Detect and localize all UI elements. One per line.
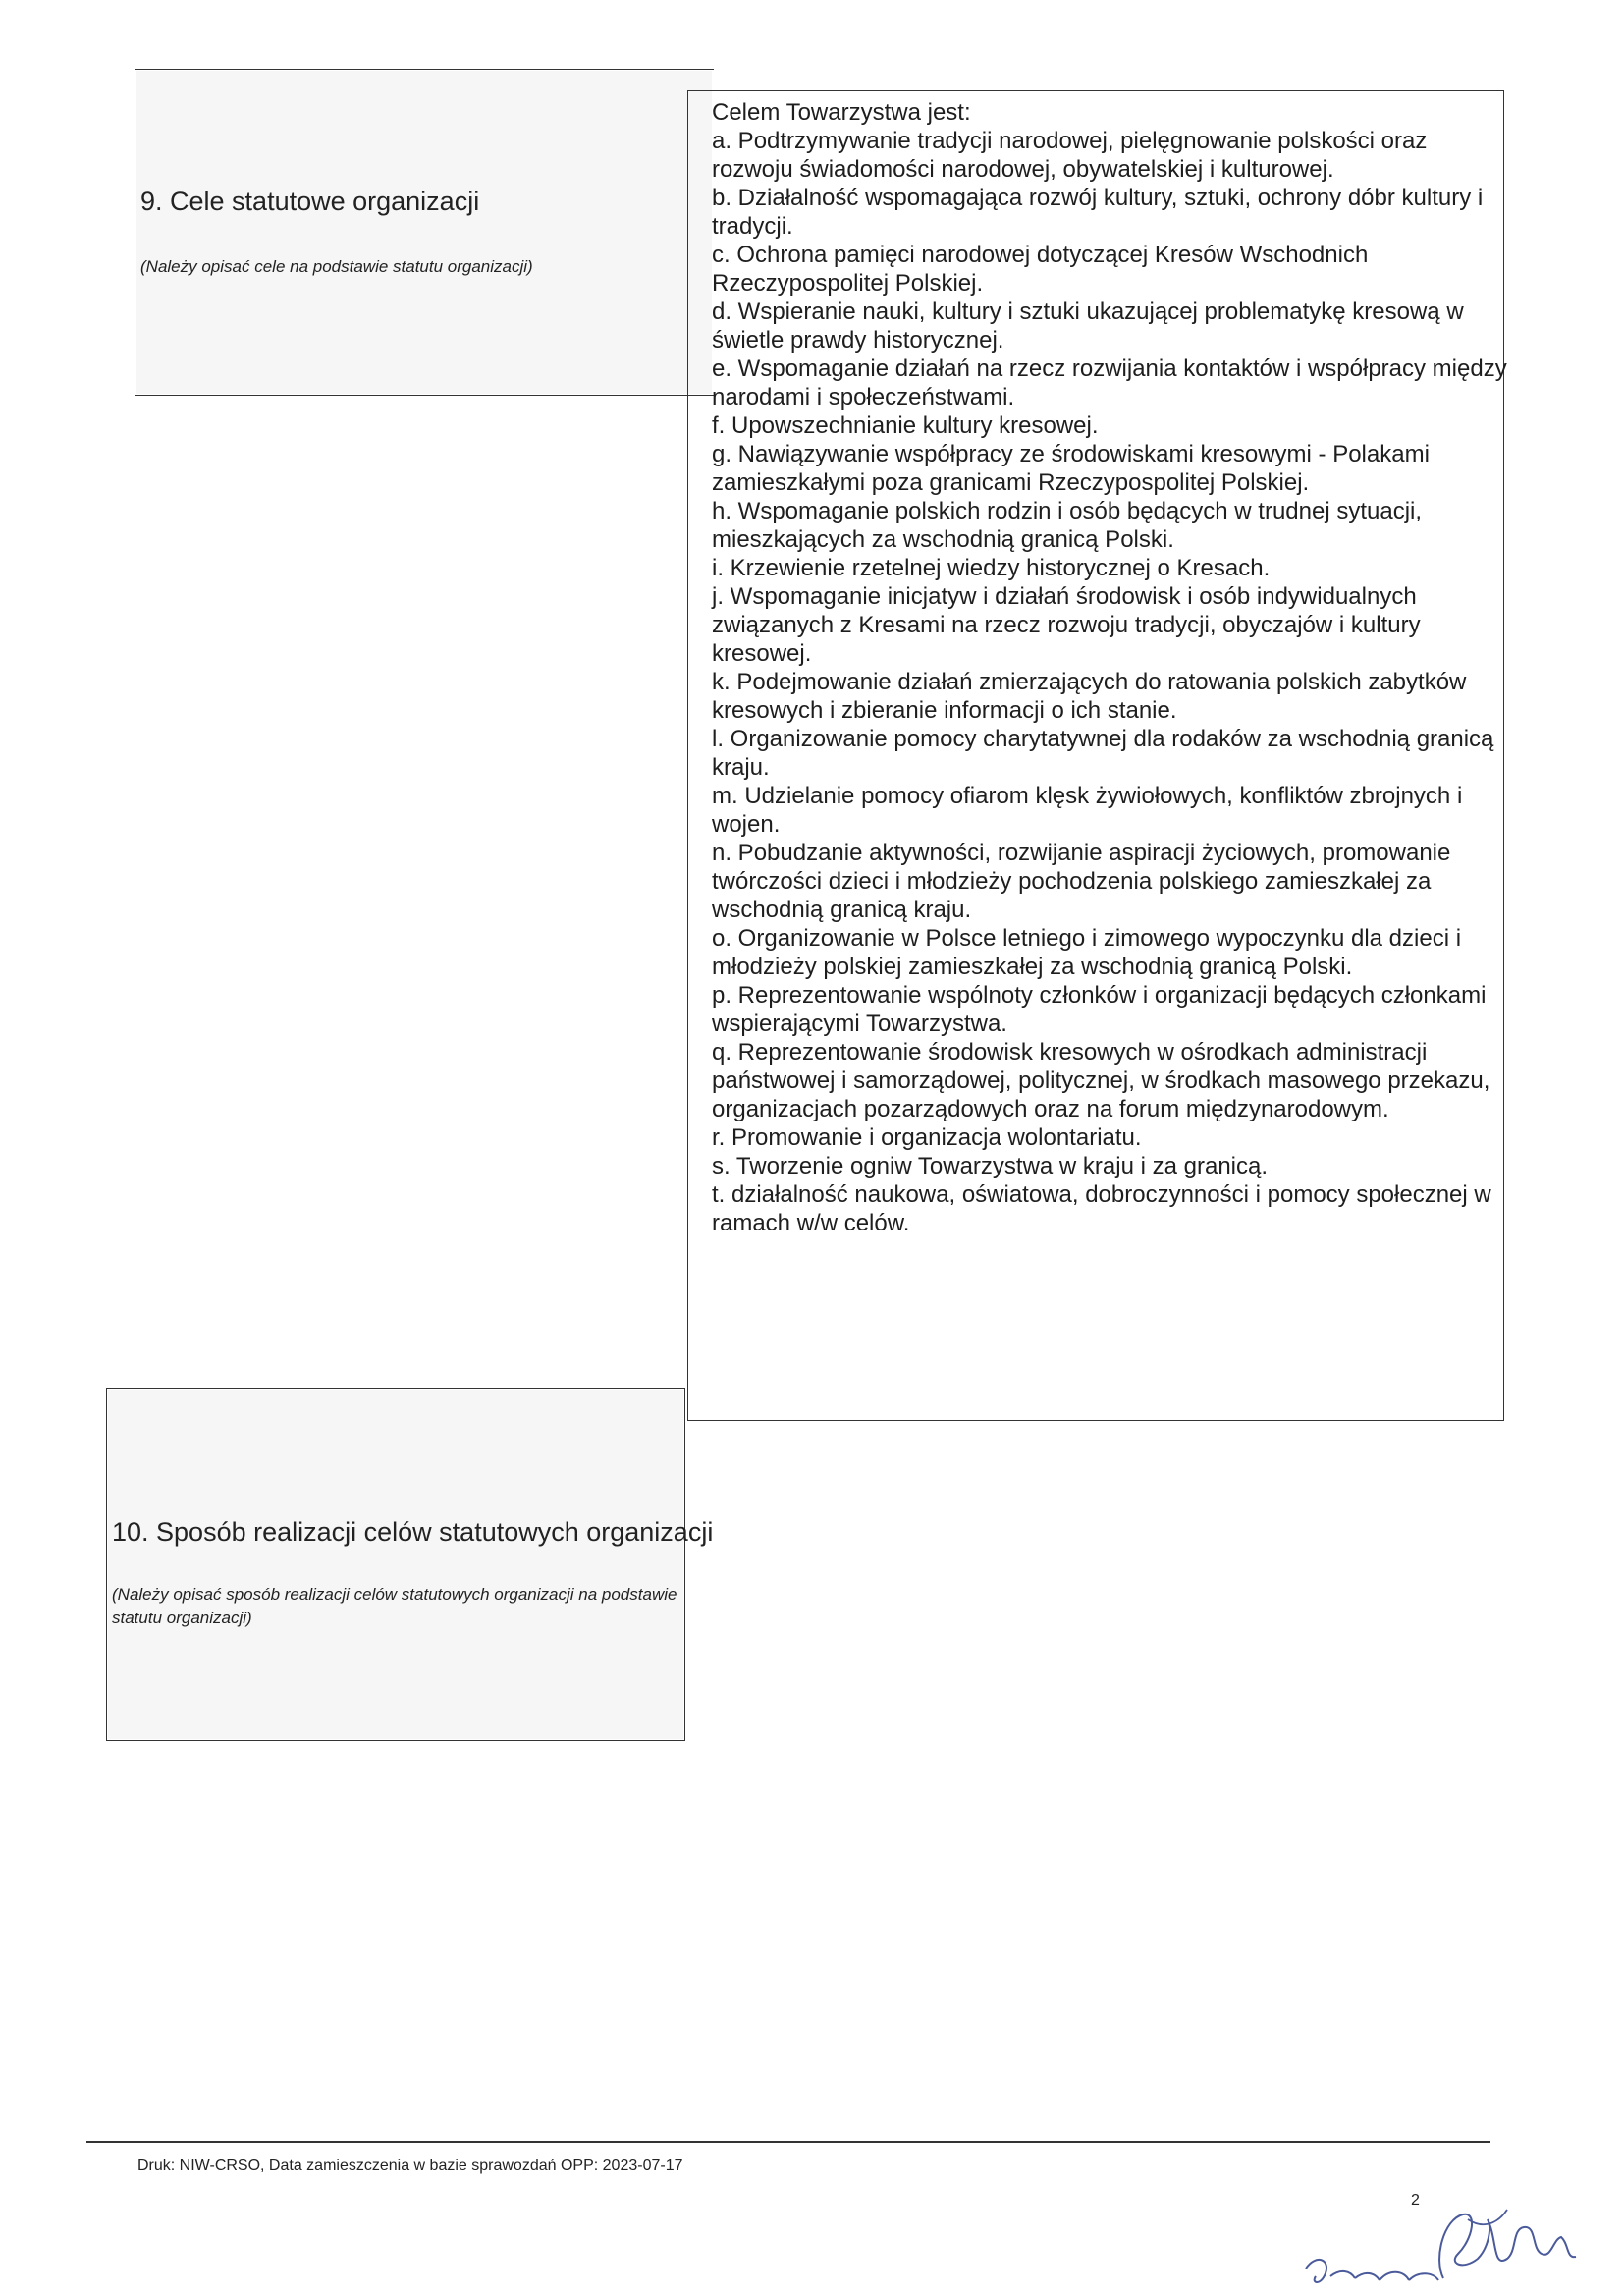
page-number: 2 bbox=[1411, 2192, 1420, 2209]
goals-intro: Celem Towarzystwa jest: bbox=[712, 99, 971, 126]
section-9-note: (Należy opisać cele na podstawie statutu organizacji) bbox=[140, 257, 533, 276]
goal-item: l. Organizowanie pomocy charytatywnej dla rodaków za wschodnią granicą kraju. bbox=[712, 726, 1494, 781]
footer-rule bbox=[86, 2141, 1490, 2143]
bleed-through-shade bbox=[108, 1390, 683, 1739]
goal-item: o. Organizowanie w Polsce letniego i zimowego wypoczynku dla dzieci i młodzieży polskiej zamieszkałej za wschodnią granicą Polski. bbox=[712, 925, 1462, 980]
section-10-title: 10. Sposób realizacji celów statutowych organizacji bbox=[112, 1517, 714, 1547]
goal-item: d. Wspieranie nauki, kultury i sztuki ukazującej problematykę kresową w świetle prawdy historycznej. bbox=[712, 299, 1464, 354]
goal-item: m. Udzielanie pomocy ofiarom klęsk żywiołowych, konfliktów zbrojnych i wojen. bbox=[712, 783, 1463, 838]
goal-item: j. Wspomaganie inicjatyw i działań środowisk i osób indywidualnych związanych z Kresami na rzecz rozwoju tradycji, obyczajów i kultury kresowej. bbox=[712, 583, 1421, 667]
goal-item: q. Reprezentowanie środowisk kresowych w ośrodkach administracji państwowej i samorządowej, politycznej, w środkach masowego przekazu, organizacjach pozarządowych oraz na forum międzynarodowym. bbox=[712, 1039, 1490, 1122]
goal-item: r. Promowanie i organizacja wolontariatu. bbox=[712, 1124, 1142, 1151]
bleed-through-shade bbox=[136, 71, 712, 394]
goal-item: c. Ochrona pamięci narodowej dotyczącej Kresów Wschodnich Rzeczypospolitej Polskiej. bbox=[712, 242, 1369, 297]
handwritten-signature bbox=[1296, 2200, 1591, 2293]
goal-item: f. Upowszechnianie kultury kresowej. bbox=[712, 412, 1099, 439]
section-9-title: 9. Cele statutowe organizacji bbox=[140, 187, 480, 216]
goal-item: a. Podtrzymywanie tradycji narodowej, pielęgnowanie polskości oraz rozwoju świadomości narodowej, obywatelskiej i kulturowej. bbox=[712, 128, 1428, 183]
goal-item: b. Działalność wspomagająca rozwój kultury, sztuki, ochrony dóbr kultury i tradycji. bbox=[712, 185, 1484, 240]
goal-item: g. Nawiązywanie współpracy ze środowiskami kresowymi - Polakami zamieszkałymi poza granicami Rzeczypospolitej Polskiej. bbox=[712, 441, 1430, 496]
goal-item: t. działalność naukowa, oświatowa, dobroczynności i pomocy społecznej w ramach w/w celów. bbox=[712, 1181, 1491, 1236]
goal-item: s. Tworzenie ogniw Towarzystwa w kraju i za granicą. bbox=[712, 1153, 1269, 1179]
goal-item: i. Krzewienie rzetelnej wiedzy historycznej o Kresach. bbox=[712, 555, 1271, 581]
section-10-note: (Należy opisać sposób realizacji celów statutowych organizacji na podstawie statutu organizacji) bbox=[112, 1585, 677, 1627]
goals-text bbox=[712, 98, 1512, 1237]
footer-print-info: Druk: NIW-CRSO, Data zamieszczenia w bazie sprawozdań OPP: 2023-07-17 bbox=[137, 2158, 683, 2174]
goal-item: k. Podejmowanie działań zmierzających do ratowania polskich zabytków kresowych i zbieranie informacji o ich stanie. bbox=[712, 669, 1467, 724]
goal-item: e. Wspomaganie działań na rzecz rozwijania kontaktów i współpracy między narodami i społeczeństwami. bbox=[712, 355, 1507, 410]
goal-item: p. Reprezentowanie wspólnoty członków i organizacji będących członkami wspierającymi Towarzystwa. bbox=[712, 982, 1487, 1037]
goal-item: n. Pobudzanie aktywności, rozwijanie aspiracji życiowych, promowanie twórczości dzieci i młodzieży pochodzenia polskiego zamieszkałej za wschodnią granicą kraju. bbox=[712, 840, 1451, 923]
goal-item: h. Wspomaganie polskich rodzin i osób będących w trudnej sytuacji, mieszkających za wschodnią granicą Polski. bbox=[712, 498, 1423, 553]
